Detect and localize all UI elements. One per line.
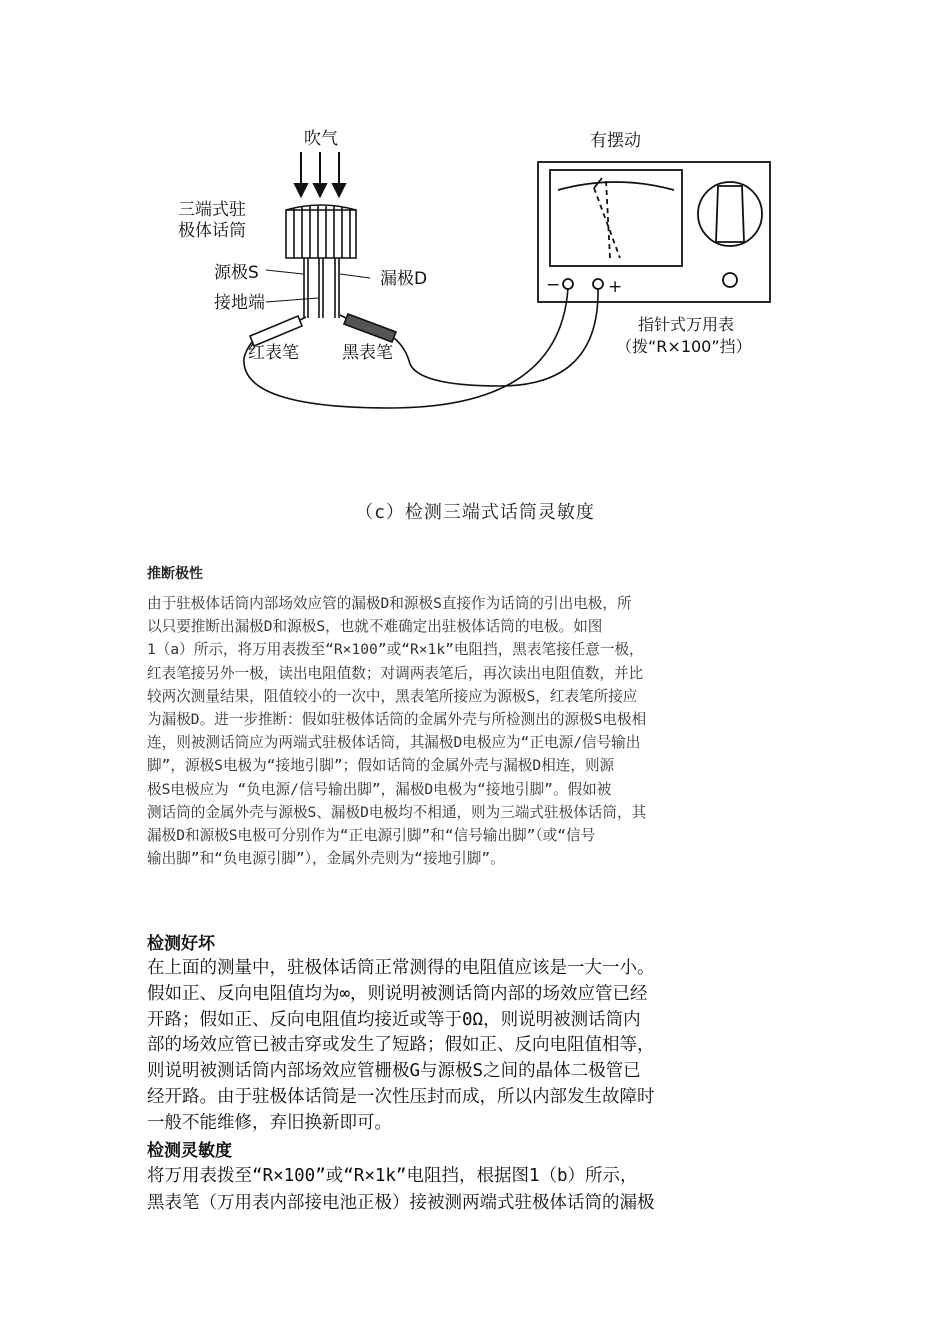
multimeter	[538, 162, 770, 302]
text-line: 脚”，源极S电极为“接地引脚”；假如话筒的金属外壳与漏极D相连，则源	[147, 757, 615, 775]
drain-label: 漏极D	[380, 269, 428, 289]
section-heading-sensitivity: 检测灵敏度	[147, 1141, 232, 1161]
text-line: 假如正、反向电阻值均为∞，则说明被测话筒内部的场效应管已经	[147, 983, 648, 1004]
text-line: 连，则被测话筒应为两端式驻极体话筒，其漏极D电极应为“正电源/信号输出	[147, 734, 641, 752]
diagram-svg	[170, 118, 790, 418]
text-line: 则说明被测话筒内部场效应管栅极G与源极S之间的晶体二极管已	[147, 1061, 641, 1082]
mic-label-line1: 三端式驻	[178, 200, 246, 220]
measurement-diagram	[170, 118, 790, 418]
microphone-pins	[304, 258, 339, 318]
text-line: 将万用表拨至“R×100”或“R×1k”电阻挡，根据图1（b）所示，	[147, 1166, 638, 1186]
text-line: 较两次测量结果，阻值较小的一次中，黑表笔所接应为源极S，红表笔所接应	[147, 687, 638, 705]
figure-caption: （c）检测三端式话筒灵敏度	[355, 502, 595, 523]
blow-label: 吹气	[304, 129, 338, 149]
black-probe-label: 黑表笔	[342, 343, 393, 363]
text-line: 红表笔接另外一极，读出电阻值数；对调两表笔后，再次读出电阻值数，并比	[147, 664, 644, 682]
text-line: 一般不能维修，弃旧换新即可。	[147, 1112, 392, 1133]
text-line: 测话筒的金属外壳与源极S、漏极D电极均不相通，则为三端式驻极体话筒，其	[147, 803, 647, 821]
text-line: 极S电极应为 “负电源/信号输出脚”，漏极D电极为“接地引脚”。假如被	[147, 780, 612, 798]
source-leader	[266, 270, 303, 274]
meter-label-line2: （拨“R×100”挡）	[616, 337, 752, 356]
text-line: 由于驻极体话筒内部场效应管的漏极D和源极S直接作为话筒的引出电极，所	[147, 595, 632, 612]
section-body-sensitivity	[147, 1163, 847, 1217]
section-heading-polarity: 推断极性	[147, 566, 203, 582]
plus-label: +	[608, 277, 623, 297]
text-line: 开路；假如正、反向电阻值均接近或等于0Ω，则说明被测话筒内	[147, 1009, 641, 1030]
text-line: 输出脚”和“负电源引脚”），金属外壳则为“接地引脚”。	[147, 850, 505, 868]
microphone-body	[286, 205, 356, 258]
text-line: 部的场效应管已被击穿或发生了短路；假如正、反向电阻值相等，	[147, 1035, 655, 1056]
section-heading-quality: 检测好坏	[147, 934, 215, 954]
ground-label: 接地端	[214, 293, 265, 313]
text-line: 经开路。由于驻极体话筒是一次性压封而成，所以内部发生故障时	[147, 1086, 655, 1107]
text-line: 以只要推断出漏极D和源极S，也就不难确定出驻极体话筒的电极。如图	[147, 618, 603, 636]
ground-leader	[266, 298, 318, 302]
meter-label-line1: 指针式万用表	[638, 315, 735, 334]
text-line: 1（a）所示，将万用表拨至“R×100”或“R×1k”电阻挡，黑表笔接任意一极，	[147, 641, 644, 659]
source-label: 源极S	[214, 263, 259, 283]
red-probe-label: 红表笔	[248, 343, 299, 363]
text-line: 在上面的测量中，驻极体话筒正常测得的电阻值应该是一大一小。	[147, 958, 655, 978]
mic-label-line2: 极体话筒	[178, 221, 246, 241]
text-line: 漏极D和源极S电极可分别作为“正电源引脚”和“信号输出脚”（或“信号	[147, 827, 596, 845]
section-body-polarity	[147, 592, 847, 870]
drain-leader	[340, 274, 370, 278]
section-body-quality	[147, 956, 847, 1137]
swing-label: 有摆动	[590, 131, 641, 151]
minus-label: −	[546, 275, 561, 295]
text-line: 黑表笔（万用表内部接电池正极）接被测两端式驻极体话筒的漏极	[147, 1193, 655, 1213]
text-line: 为漏极D。进一步推断：假如驻极体话筒的金属外壳与所检测出的源极S电极相	[147, 711, 647, 729]
blow-arrows	[295, 152, 345, 196]
